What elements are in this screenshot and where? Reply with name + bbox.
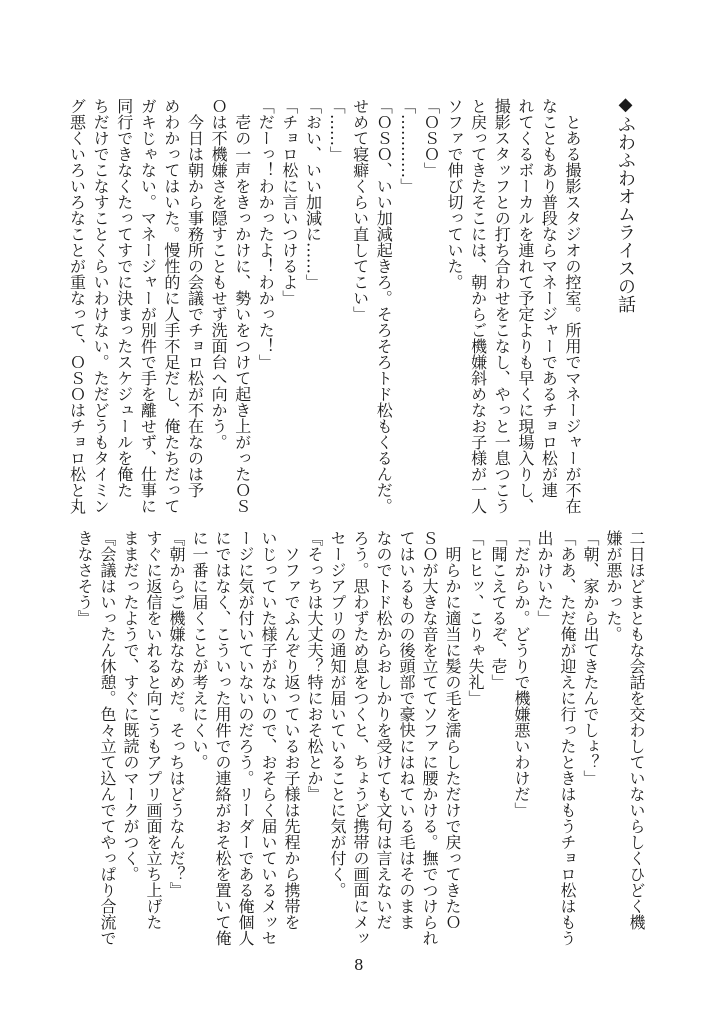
text-line: とある撮影スタジオの控室。所用でマネージャーが不在 [563, 98, 582, 514]
text-line: 明らかに適当に髪の毛を濡らしただけで戻ってきたＯ [443, 530, 462, 930]
text-line: 「……」 [327, 98, 347, 162]
text-line: 「ああ、ただ俺が迎えに行ったときはもうチョロ松はもう [558, 530, 577, 946]
text-line: なのでトド松からおしかりを受けても文句は言えないだ [374, 530, 393, 930]
text-line: ージに気が付いていないのだろう。リーダーである俺個人 [236, 530, 255, 946]
text-line: 二日ほどまともな会話を交わしていないらしくひどく機 [627, 530, 646, 930]
text-line: 「聞こえてるぞ、壱」 [489, 530, 508, 690]
page-number: 8 [354, 956, 364, 974]
text-line: 『朝からご機嫌ななめだ。そっちはどうなんだ？』 [167, 530, 186, 898]
text-line: にではなく、こういった用件での連絡がおそ松を置いて俺 [213, 530, 232, 946]
text-line: 今日は朝から事務所の会議でチョロ松が不在なのは予 [185, 98, 205, 498]
text-line: 「ＯＳＯ」 [421, 98, 441, 178]
text-line: きなさそう』 [75, 530, 94, 626]
text-line: 「朝、家から出てきたんでしょ？」 [581, 530, 600, 786]
text-line: ガキじゃない。マネージャーが別件で手を離せず、仕事に [138, 98, 158, 514]
text-line: ままだったようで、すぐに既読のマークがつく。 [121, 530, 140, 882]
text-line: 「ヒヒッ、こりゃ失礼」 [466, 530, 485, 706]
text-line: 同行できなくたってすでに決まったスケジュールを俺た [114, 98, 134, 498]
text-line: ソファで伸び切っていた。 [445, 98, 465, 290]
text-line: 「ＯＳＯ、いい加減起きろ。そろそろトド松もくるんだ。 [374, 98, 394, 514]
text-line: 「チョロ松に言いつけるよ」 [279, 98, 299, 306]
text-line: いじっていた様子がないので、おそらく届いているメッセ [259, 530, 278, 946]
text-line: セージアプリの通知が届いていることに気が付く。 [328, 530, 347, 898]
text-line: せめて寝癖くらい直してこい」 [350, 98, 370, 322]
text-line: 「だからか。どうりで機嫌悪いわけだ」 [512, 530, 531, 818]
lower-text-block [73, 530, 648, 946]
text-line: グ悪くいろいろなことが重なって、ＯＳＯはチョロ松と丸 [67, 98, 87, 514]
text-line: ソファでふんぞり返っているお子様は先程から携帯を [282, 530, 301, 930]
text-line: に一番に届くことが考えにくい。 [190, 530, 209, 770]
text-line: ＳＯが大きな音を立ててソファに腰かける。撫でつけられ [420, 530, 439, 946]
text-line: 壱の一声をきっかけに、勢いをつけて起き上がったＯＳ [232, 98, 252, 514]
text-line: すぐに返信をいれると向こうもアプリ画面を立ち上げた [144, 530, 163, 930]
chapter-title: ◆ふわふわオムライスの話 [615, 94, 636, 313]
text-line: ろう。思わずため息をつくと、ちょうど携帯の画面にメッ [351, 530, 370, 946]
text-line: 『会議はいったん休憩。色々立て込んでてやっぱり合流で [98, 530, 117, 946]
text-line: 出かけいた」 [535, 530, 554, 626]
text-line: 『そっちは大丈夫？特におそ松とか』 [305, 530, 324, 802]
text-line: れてくるボーカルを連れて予定よりも早くに現場入りし、 [515, 98, 535, 514]
text-line: なこともあり普段ならマネージャーであるチョロ松が連 [539, 98, 559, 498]
text-line: と戻ってきたそこには、朝からご機嫌斜めなお子様が一人 [468, 98, 488, 514]
text-line: 嫌が悪かった。 [604, 530, 623, 642]
text-line: 撮影スタッフとの打ち合わせをこなし、やっと一息つこう [492, 98, 512, 514]
text-line: 「おい、いい加減に……」 [303, 98, 323, 290]
text-line: 「だーっ！わかったよ！わかった！」 [256, 98, 276, 370]
text-line: めわかってはいた。慢性的に人手不足だし、俺たちだって [161, 98, 181, 514]
text-line: てはいるものの後頭部で豪快にはねている毛はそのまま [397, 530, 416, 930]
upper-text-block [65, 98, 584, 514]
text-line: Ｏは不機嫌さを隠すこともせず洗面台へ向かう。 [209, 98, 229, 450]
text-line: ちだけでこなすことくらいわけない。ただどうもタイミン [91, 98, 111, 514]
text-line: 「…………」 [397, 98, 417, 194]
